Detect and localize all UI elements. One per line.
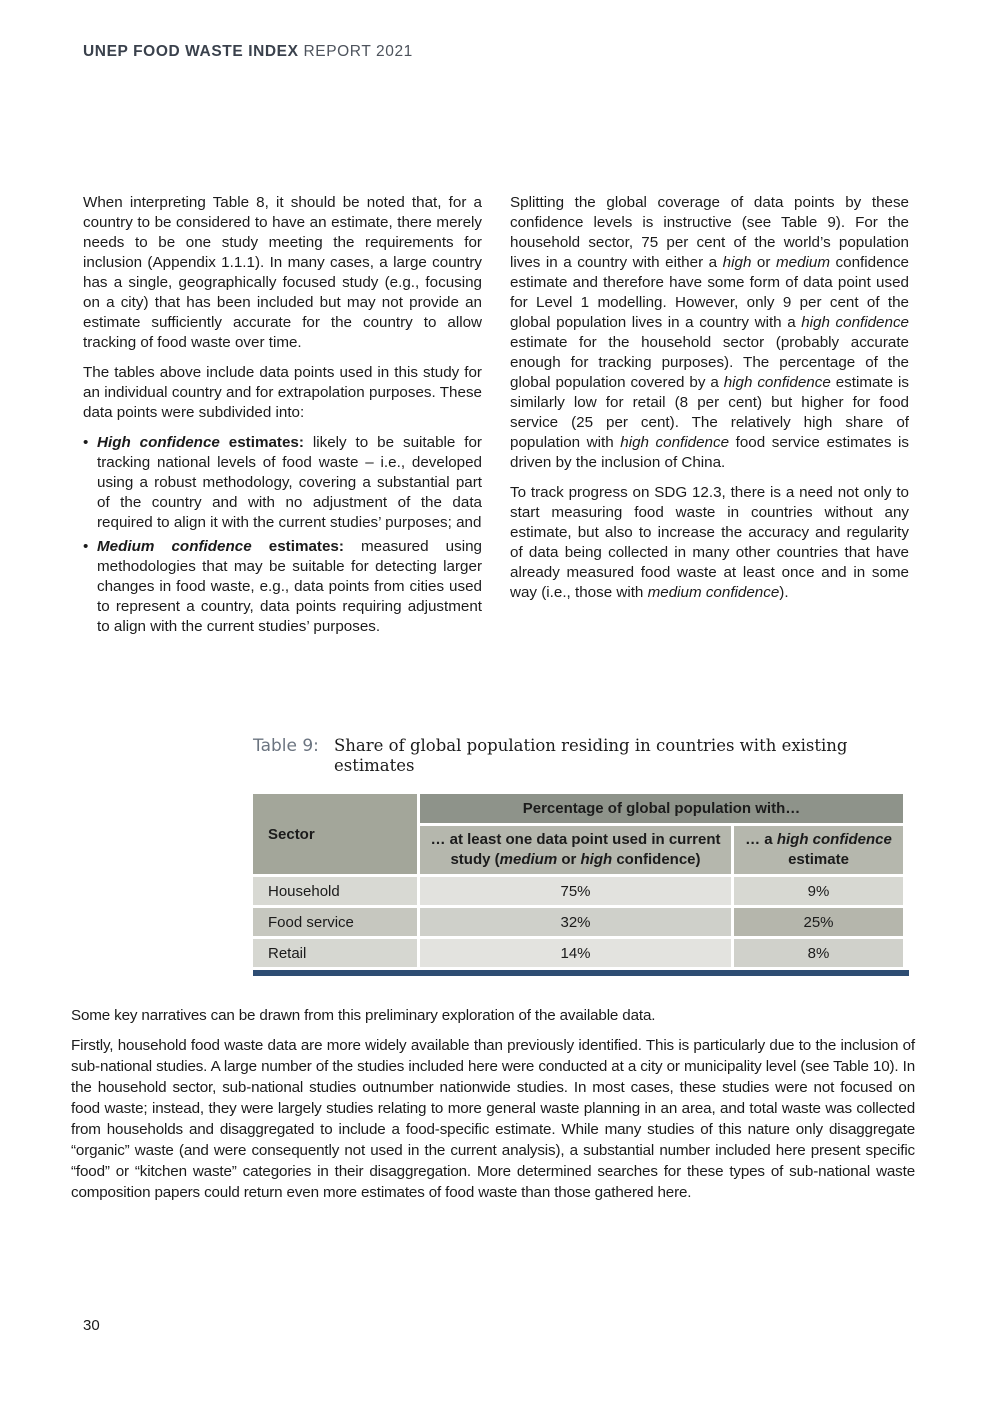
paragraph: When interpreting Table 8, it should be noted that, for a country to be considered to have an estimate, there merely needs to be one study meeting the requirements for inclusion (Appendix 1.1.1). In many cases, a large country has a single, geographically focused study (e.g., focusing on a city) that has been included but may not provide an estimate sufficiently accurate for the country to allow tracking of food waste over time. — [83, 194, 482, 351]
column-header-high-confidence: … a high confidence estimate — [734, 826, 903, 874]
bullet-icon: • — [83, 538, 89, 555]
text: estimate is similarly low for retail (8 per cent) but higher for food service (25 per cent). The relatively high share of population with — [510, 374, 909, 451]
text: food service estimates is driven by the inclusion of China. — [510, 434, 909, 471]
list-item — [83, 433, 482, 533]
table-title: Share of global population residing in countries with existing estimates — [334, 736, 848, 775]
right-column — [510, 193, 909, 613]
paragraph — [510, 193, 909, 473]
text: or — [751, 254, 776, 271]
page-number: 30 — [83, 1317, 100, 1334]
column-header-any-data-point: … at least one data point used in current study (medium or high confidence) — [420, 826, 731, 874]
paragraph: Firstly, household food waste data are more widely available than previously identified. This is particularly due to the inclusion of sub-national studies. A large number of the studies included here were conducted at a city or municipality level (see Table 10). In the household sector, sub-national studies outnumber nationwide studies. In most cases, these studies were not focused on food waste; instead, they were largely studies relating to more general waste planning in an area, and total waste was collected from households and disaggregated to include a food-specific estimate. While many studies of this nature only disaggregate “organic” waste (and were consequently not used in the current analysis), a substantial number included here present specific “food” or “kitchen waste” categories in their disaggregation. More determined searches for these types of sub-national waste composition papers could return even more estimates of food waste than those gathered here. — [71, 1037, 915, 1201]
cell-any-data-point: 32% — [420, 908, 731, 936]
table-bottom-rule — [253, 970, 909, 976]
table-caption — [253, 736, 913, 776]
emphasis: high confidence — [801, 314, 909, 331]
column-header-sector: Sector — [253, 794, 417, 874]
table-label: Table 9: — [253, 736, 319, 756]
cell-sector: Retail — [253, 939, 417, 967]
definition: likely to be suitable for tracking national levels of food waste – i.e., developed using a robust methodology, covering a substantial part of the country and with no adjustment of the data required to align it with the current studies’ purposes; and — [97, 434, 482, 531]
text: estimate for the household sector (probably accurate enough for tracking purposes). The percentage of the global population covered by a — [510, 334, 909, 391]
text: confidence estimate and therefore have some form of data point used for Level 1 modelling. However, only 9 per cent of the global population lives in a country with a — [510, 254, 909, 331]
table-row — [253, 908, 903, 936]
emphasis: medium confidence — [647, 584, 780, 601]
term-suffix: estimates: — [219, 434, 304, 451]
term: Medium confidence — [97, 538, 252, 555]
running-header — [83, 43, 413, 61]
left-column — [83, 193, 482, 641]
confidence-list — [83, 433, 482, 637]
data-table — [250, 791, 906, 970]
text: Splitting the global coverage of data points by these confidence levels is instructive (see Table 9). For the household sector, 75 per cent of the world’s population lives in a country with either a — [510, 194, 909, 271]
term-suffix: estimates: — [251, 538, 344, 555]
cell-sector: Food service — [253, 908, 417, 936]
report-title: UNEP FOOD WASTE INDEX — [83, 43, 299, 60]
paragraph: Some key narratives can be drawn from this preliminary exploration of the available data. — [71, 1007, 656, 1024]
list-item — [83, 537, 482, 637]
emphasis: medium — [775, 254, 830, 271]
cell-any-data-point: 75% — [420, 877, 731, 905]
table-row — [253, 877, 903, 905]
text: To track progress on SDG 12.3, there is a need not only to start measuring food waste in countries without any estimate, but also to increase the accuracy and regularity of data being collected in many other countries that have already measured food waste at least once and in some way (i.e., those with — [510, 484, 909, 601]
report-subtitle: REPORT 2021 — [303, 43, 413, 60]
emphasis: high confidence — [620, 434, 730, 451]
cell-high-confidence: 9% — [734, 877, 903, 905]
emphasis: high confidence — [723, 374, 831, 391]
bullet-icon: • — [83, 434, 89, 451]
text: ). — [779, 584, 789, 601]
column-group-header: Percentage of global population with… — [420, 794, 903, 823]
cell-high-confidence: 25% — [734, 908, 903, 936]
emphasis: high — [722, 254, 752, 271]
definition: measured using methodologies that may be suitable for detecting larger changes in food waste, e.g., data points from cities used to represent a country, data points requiring adjustment to align with the current studies’ purposes. — [97, 538, 482, 635]
cell-any-data-point: 14% — [420, 939, 731, 967]
body-text — [71, 1005, 915, 1212]
term: High confidence — [97, 434, 220, 451]
paragraph — [510, 483, 909, 603]
table-row — [253, 939, 903, 967]
cell-sector: Household — [253, 877, 417, 905]
paragraph: The tables above include data points used in this study for an individual country and for extrapolation purposes. These data points were subdivided into: — [83, 364, 482, 421]
cell-high-confidence: 8% — [734, 939, 903, 967]
